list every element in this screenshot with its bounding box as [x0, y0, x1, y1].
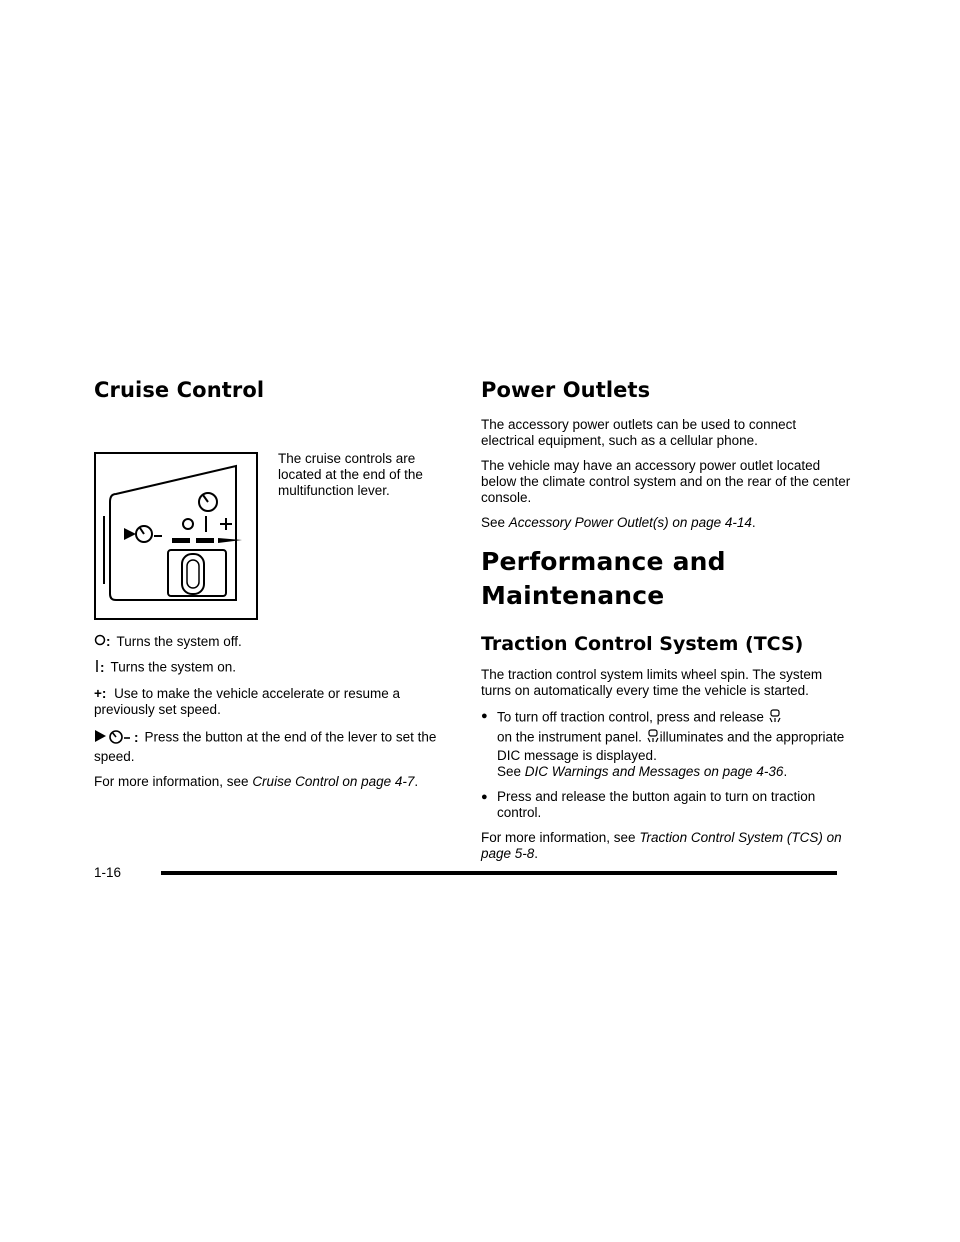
cruise-control-link[interactable]: Cruise Control on page 4-7: [252, 774, 415, 790]
power-outlets-p1: The accessory power outlets can be used to connect electrical equipment, such as a cellular phone.: [481, 417, 797, 448]
left-column: [94, 375, 439, 799]
cruise-control-heading: Cruise Control: [94, 378, 265, 402]
cruise-item-set: : Press the button at the end of the lever to set the speed.: [94, 727, 439, 765]
right-column: [481, 375, 851, 871]
set-speed-icon: [94, 727, 134, 749]
tcs-more-info: For more information, see Traction Control System (TCS) on page 5-8.: [481, 830, 842, 861]
footer-divider: [161, 871, 837, 875]
tcs-bullet-2: ● Press and release the button again to turn on traction control.: [481, 789, 851, 821]
cruise-item-on: : Turns the system on.: [94, 659, 439, 677]
power-outlet-link[interactable]: Accessory Power Outlet(s) on page 4-14: [508, 515, 752, 530]
tcs-bullets: [481, 708, 851, 821]
cruise-items: [94, 634, 439, 790]
cruise-figure-row: [94, 405, 439, 620]
cruise-lever-illustration: [94, 452, 258, 620]
tcs-link[interactable]: Traction Control System (TCS) on page 5-8: [481, 830, 842, 861]
cruise-lever-icon: [96, 454, 256, 618]
off-circle-icon: [94, 634, 106, 650]
traction-control-icon: [768, 708, 782, 728]
power-outlets-heading: Power Outlets: [481, 378, 651, 402]
dic-warnings-link[interactable]: DIC Warnings and Messages on page 4-36: [524, 764, 784, 779]
cruise-item-plus: +: Use to make the vehicle accelerate or resume a previously set speed.: [94, 686, 401, 718]
power-outlets-see: See Accessory Power Outlet(s) on page 4-14.: [481, 515, 756, 530]
tcs-heading: Traction Control System (TCS): [481, 633, 804, 655]
cruise-item-off: : Turns the system off.: [94, 634, 439, 650]
page-number: 1-16: [94, 865, 122, 880]
traction-control-icon: [646, 728, 660, 748]
cruise-more-info: For more information, see Cruise Control on page 4-7.: [94, 774, 419, 790]
tcs-bullet-1: ● To turn off traction control, press and release on the instrument panel. illuminates and the appropriate DIC message is displayed. See DIC Warnings and Messages on page 4-36.: [481, 708, 851, 780]
plus-icon: +:: [94, 686, 107, 702]
cruise-figure-caption: The cruise controls are located at the end of the multifunction lever.: [278, 451, 423, 498]
power-outlets-p2: The vehicle may have an accessory power outlet located below the climate control system and on the rear of the center console.: [481, 458, 851, 505]
performance-maintenance-heading: Performance and Maintenance: [481, 547, 726, 610]
tcs-p1: The traction control system limits wheel spin. The system turns on automatically every time the vehicle is started.: [481, 667, 823, 698]
